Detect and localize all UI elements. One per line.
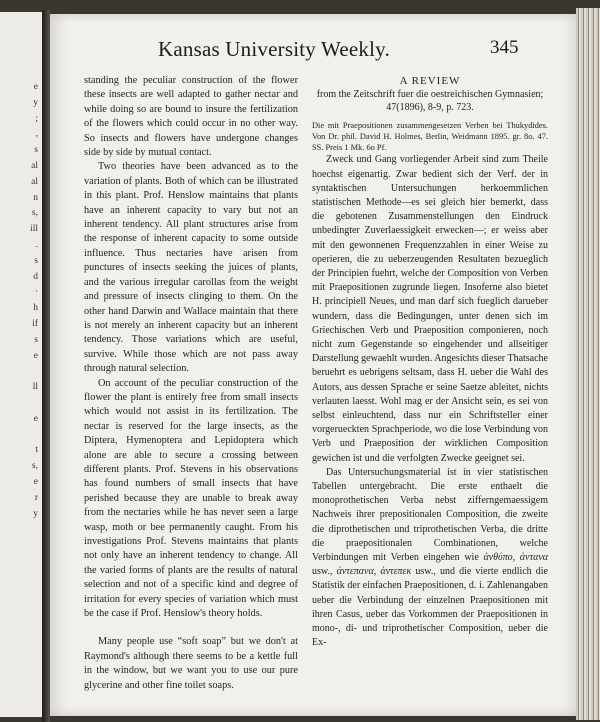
facing-page-fragment: e: [33, 350, 38, 361]
facing-page-fragment: ill: [30, 224, 38, 235]
facing-page-fragment: .: [35, 239, 38, 250]
facing-page-fragment: [30, 364, 38, 380]
page-number: 345: [490, 37, 519, 58]
greek-text: ἀντεπανα, ἀντεπεκ: [336, 566, 412, 578]
facing-page-fragment: s,: [31, 461, 38, 472]
facing-page-fragment: s: [34, 334, 38, 345]
facing-page-fragment: [30, 428, 38, 444]
paragraph-text: usw., und die vierte endlich die Statistik der einfachen Praepositionen, d. i. Zahlenangaben ueber die Verbindung der einzelnen Praepositionen mit ihren Casus, ueber das Vorkommen der Praepositionen in mono-, di- und triprothetischer Composition, ueber die Ex-: [312, 566, 548, 649]
paragraph-text: Das Untersuchungsmaterial ist in vier statistischen Tabellen untergebracht. Die erste enthaelt die monoprothetischen Verba nebst zifferngemaessigem Nachweis ihrer prepositionalen Composition, die zweite die diprothetischen und triprothetischen Verba, die dritte die praepositionalen Combinationen, welche Verbindungen mit Verben eingehen wie: [312, 466, 548, 564]
facing-page-fragment: e: [33, 476, 38, 487]
advertisement-paragraph: Many people use “soft soap” but we don't at Raymond's although there seems to be a kettle full in the window, but we want you to use our pure glycerine and other fine toilet soaps.: [84, 636, 298, 691]
facing-page-edge-text: [30, 80, 38, 538]
facing-page-fragment: if: [32, 318, 38, 329]
left-column: [84, 74, 298, 693]
running-title: Kansas University Weekly.: [158, 37, 390, 61]
facing-page-fragment: s: [34, 255, 38, 266]
facing-page-fragment: [30, 396, 38, 412]
facing-page-fragment: e: [33, 413, 38, 424]
facing-page-fragment: s,: [31, 208, 38, 219]
facing-page-fragment: h: [33, 303, 38, 314]
facing-page-fragment: [30, 522, 38, 538]
paragraph: Two theories have been advanced as to the variation of plants. Both of which can be illustrated in this plant. Prof. Henslow maintains that plants have an inherent capacity to vary but not an inherent tendency. All plant structures arise from the response of inherent capacity to some outside influence. Thus nectaries have arisen from punctures of insects seeking the juices of plants, and the various irregular carollas from the weight and pressure of insects clinging to them. On the other hand Darwin and Wallace maintain that there is not merely an inherent capacity but an inherent tendency. Those variations which are useful, survive. While those which are not pass away through natural selection.: [84, 161, 298, 375]
facing-page-fragment: s: [34, 145, 38, 156]
paragraph: On account of the peculiar construction of the flower the plant is entirely free from small insects which would not assist in its fertilization. The nectar is reserved for the large insects, as the Diptera, Hymenoptera and Lepidoptera which alone are able to secure a crossing between different plants. Prof. Stevens in his observations has found numbers of small insects that have perished because they are unable to break away from the nectaries while he has never seen a large wasp, moth or bee permanently caught. From his investigations Prof. Stevens maintains that plants not only have an inherent tendency to change. All the varied forms of plants are the results of natural selection and not of a specific kind and degree of irritation for every species of variation which must be the case if Prof. Henslow's theory holds.: [84, 377, 298, 620]
paragraph: Zweck und Gang vorliegender Arbeit sind zum Theile hoechst eigenartig. Zwar bedient sich der Verf. der in syntaktischen Untersuchungen herkoemmlichen statistischen Methode—es sei gleich hier bemerkt, dass die gebotenen Zusammenstellungen den Eindruck unbedingter Zuverlaessigkeit erwecken—; er weiss aber mit den gewonnenen Frequenzzahlen in einer Weise zu operieren, die zu ueberzeugenden Resultaten bezueglich der Principien fuehrt, welche der Composition von Verben mit Praepositionen zugrunde liegen. Insoferne also bietet H. principiell Neues, und man darf sich fueglich darueber wundern, dass die Bedingungen, unter denen sich im Griechischen Verb und Praeposition componieren, noch nicht zum Gegenstande so eingehender und allseitiger Darstellung gewaehlt wurden. Angesichts dieser Thatsache beruehrt es uebrigens seltsam, dass H. ueber die Wahl des Autors, aus dessen Sprache er seine Saetze ableitet, nichts verlauten laesst. Wohl mag er der Ansicht sein, es sei von selbst einleuchtend, dass nur ein Schriftsteller einer vorgerueckten Sprachperiode, wo die lose Verbindung von Verb und Praeposition der wirklichen Composition gewichen ist und die verfolgten Zwecke geeignet sei.: [312, 154, 548, 464]
facing-page-fragment: al: [31, 160, 38, 171]
review-source: from the Zeitschrift fuer die oestreichischen Gymnasien; 47(1896), 8-9, p. 723.: [316, 89, 544, 113]
right-column: [312, 74, 548, 651]
facing-page-fragment: e: [33, 82, 38, 92]
paragraph: standing the peculiar construction of the flower these insects are well adapted to gather nectar and while doing so are bound to insure the fertilization of the flowers which could occur in no other way. So insects and flowers have undergone changes side by side by mutual contact.: [84, 75, 298, 159]
facing-page-fragment: y: [33, 97, 38, 108]
book-gutter: [42, 10, 50, 722]
facing-page: [0, 12, 43, 717]
bibliographic-entry: Die mit Praepositionen zusammengesetzen Verben bei Thukydides. Von Dr. phil. David H. Holmes, Berlin, Weidmann 1895. gr. 8o. 47. SS. Preis 1 Mk. 6o Pf.: [312, 121, 548, 153]
facing-page-fragment: n: [33, 192, 38, 203]
facing-page-fragment: d: [33, 271, 38, 282]
facing-page-fragment: ll: [32, 382, 38, 393]
facing-page-fragment: ;: [35, 113, 38, 124]
facing-page-fragment: ,: [35, 129, 38, 140]
facing-page-fragment: ·: [34, 287, 38, 298]
facing-page-fragment: y: [33, 508, 38, 519]
page-edge-stack: [576, 8, 600, 720]
facing-page-fragment: t: [35, 445, 38, 456]
facing-page-fragment: al: [31, 176, 38, 187]
greek-text: ἀνθύπο, ἀντανα: [483, 552, 549, 564]
paragraph: [312, 466, 548, 651]
facing-page-fragment: r: [34, 492, 38, 503]
review-heading: A REVIEW: [399, 75, 461, 87]
paragraph-text: usw.,: [312, 566, 333, 578]
